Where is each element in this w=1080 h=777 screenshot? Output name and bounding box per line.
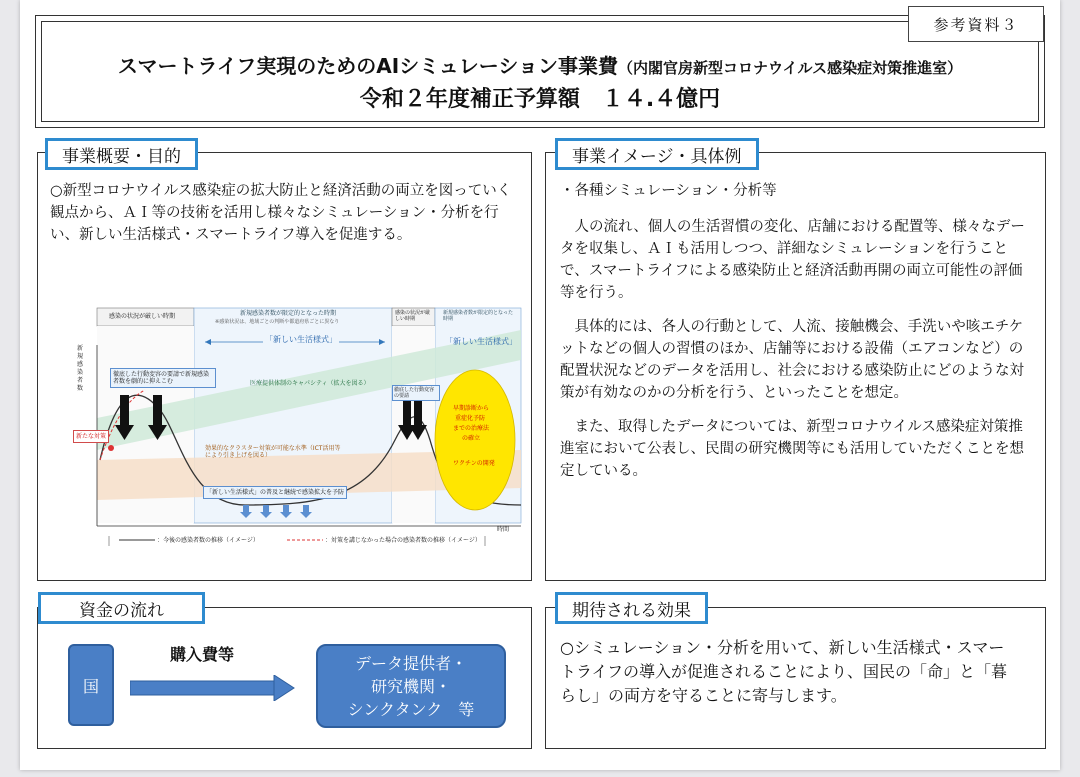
destination-line-2: 研究機関・ (370, 676, 451, 696)
effect-text: ○シミュレーション・分析を用いて、新しい生活様式・スマートライフの導入が促進されることにより、国民の「命」と「暮らし」の両方を守ることに寄与します。 (560, 638, 1008, 705)
legend-current: ：今後の感染者数の推移（イメージ） (157, 537, 259, 544)
time-axis-label: 時間 (497, 526, 510, 533)
phase1-label: 感染の状況が厳しい時期 (109, 313, 176, 320)
yellow-label-2: 重症化予防 (455, 415, 486, 422)
destination-line-1: データ提供者・ (354, 653, 467, 673)
funds-header: 資金の流れ (38, 592, 205, 624)
destination-line-3: シンクタンク 等 (347, 699, 475, 719)
phase2-sublabel: ※感染状況は、地域ごとの判断や都道府県ごとに異なり (215, 319, 340, 325)
y-axis-label: 新規感染者数 (77, 345, 84, 392)
yellow-label-4: の確立 (462, 435, 481, 442)
infection-curve-figure (65, 300, 525, 558)
image-paragraph-3: また、取得したデータについては、新型コロナウイルス感染症対策推進室において公表し、民間の研究機関等にも活用していただくことを想定している。 (560, 419, 1024, 479)
image-paragraph-2: 具体的には、各人の行動として、人流、接触機会、手洗いや咳エチケットなどの個人の習慣のほか、店舗等における設備（エアコンなど）の配置状況などのデータを活用し、社会における感染防止にどのような対策が有効なのかの分析を行う、といったことを想定。 (560, 319, 1024, 401)
yellow-label-3: までの治療法 (453, 425, 490, 432)
title-box (35, 15, 1045, 128)
funds-destination-box (316, 644, 506, 728)
overview-header: 事業概要・目的 (45, 138, 198, 170)
figure-box-right: 徹底した行動変容の要請 (392, 385, 440, 401)
funds-source-box: 国 (68, 644, 114, 726)
image-bullet: ・各種シミュレーション・分析等 (560, 183, 777, 199)
image-header: 事業イメージ・具体例 (555, 138, 759, 170)
effect-header: 期待される効果 (555, 592, 708, 624)
yellow-label-1: 早期診断から (453, 405, 490, 412)
new-lifestyle-label: 「新しい生活様式」 (265, 335, 337, 344)
phase2-label: 新規感染者数が限定的となった時期 (240, 310, 337, 317)
legend-no-measures: ：対策を講じなかった場合の感染者数の推移（イメージ） (325, 537, 481, 544)
figure-box-left: 徹底した行動変容の要請で新規感染者数を劇的に抑えこむ (110, 368, 216, 388)
new-lifestyle-label-right: 「新しい生活様式」 (445, 337, 517, 346)
funds-arrow-label: 購入費等 (170, 645, 235, 664)
phase4-label: 新規感染者数が限定的となった時期 (443, 310, 514, 322)
document-page (20, 0, 1060, 770)
phase3-label: 感染の状況が厳しい時期 (395, 310, 431, 322)
budget-line: 令和２年度補正予算額 １４.４億円 (359, 87, 721, 112)
capacity-label: 医療提供体制のキャパシティ（拡大を図る） (250, 380, 370, 387)
title-inner-frame (41, 21, 1039, 122)
prevent-label: 「新しい生活様式」の普及と継続で感染拡大を予防 (203, 486, 347, 499)
yellow-label-5: ワクチンの開発 (453, 460, 495, 467)
title-main: スマートライフ実現のためのAIシミュレーション事業費 (117, 54, 618, 78)
overview-text: ○新型コロナウイルス感染症の拡大防止と経済活動の両立を図っていく観点から、ＡＩ等の技術を活用し様々なシミュレーション・分析を行い、新しい生活様式・スマートライフ導入を促進する。 (50, 183, 512, 243)
image-paragraph-1: 人の流れ、個人の生活習慣の変化、店舗における配置等、様々なデータを収集し、ＡＩも活用しつつ、詳細なシミュレーションを行うことで、スマートライフによる感染防止と経済活動再開の両立可能性の評価等を行う。 (560, 219, 1025, 301)
title-main-line (42, 50, 1038, 79)
reference-label: 参考資料３ (908, 6, 1044, 42)
cluster-label: 効果的なクラスター対策が可能な水準（ICT活用等により引き上げを図る） (205, 445, 341, 459)
figure-new-measures: 新たな対策 (73, 430, 109, 443)
funds-arrow (130, 675, 296, 701)
image-text (560, 180, 1030, 494)
title-department: （内閣官房新型コロナウイルス感染症対策推進室） (618, 59, 963, 77)
